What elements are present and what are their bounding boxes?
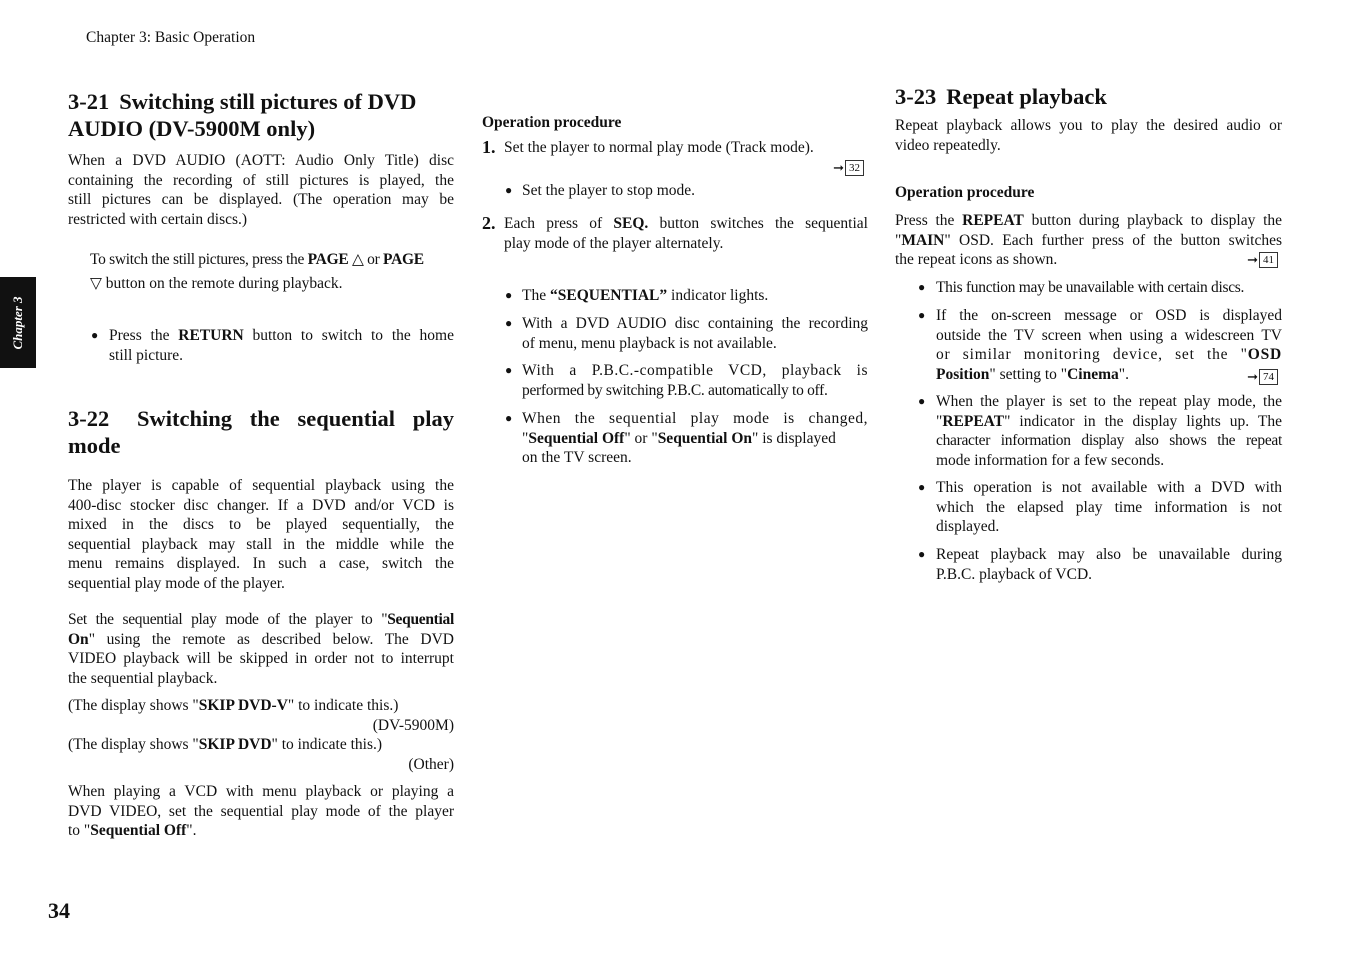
osd-name: MAIN <box>901 231 945 249</box>
operation-procedure-heading: Operation procedure <box>895 184 1035 201</box>
text-line: When a DVD AUDIO (AOTT: Audio Only Title) disc <box>68 152 454 169</box>
bullet-icon: ● <box>918 480 926 494</box>
text-span: Set the sequential play mode of the player to " <box>68 611 388 628</box>
page-button-label: PAGE <box>307 251 349 268</box>
bullet-icon: ● <box>505 363 513 377</box>
text-span: " <box>895 231 902 249</box>
text-line: still pictures can be displayed. (The operation may be <box>68 191 454 208</box>
display-message: SKIP DVD-V <box>198 697 288 714</box>
step-number: 2. <box>482 213 496 233</box>
text-line: containing the recording of still pictures is played, the <box>68 171 454 189</box>
display-notes <box>68 696 454 774</box>
setting-name: Position <box>936 365 990 383</box>
bullet-icon: ● <box>91 328 99 342</box>
text-line: With a P.B.C.-compatible VCD, playback is <box>522 362 868 379</box>
return-button-label: RETURN <box>178 327 244 344</box>
text-span: button during playback to display the <box>1023 212 1282 229</box>
text-line: on the TV screen. <box>522 449 632 466</box>
section-title: Repeat playback <box>946 84 1107 109</box>
text-line: This operation is not available with a DVD with <box>936 479 1282 496</box>
text-span: Press the <box>109 327 179 344</box>
text-span: " is displayed <box>752 429 836 447</box>
text-span: " indicator in the display lights up. The <box>1004 412 1282 430</box>
bullet-icon: ● <box>505 411 513 425</box>
bullet-icon: ● <box>918 547 926 561</box>
text-span: " OSD. Each further press of the button switches <box>944 231 1282 249</box>
still-picture-instruction <box>90 250 454 293</box>
text-span: button to switch to the home <box>243 327 454 344</box>
text-span: " or " <box>624 429 658 447</box>
page-number: 34 <box>48 898 70 923</box>
bullet-icon: ● <box>918 308 926 322</box>
section-3-21-intro <box>68 151 454 229</box>
text-line: play mode of the player alternately. <box>504 234 724 252</box>
text-span: " <box>522 429 529 447</box>
text-span: or <box>363 251 384 268</box>
section-3-23-title <box>895 83 1282 110</box>
text-span: button on the remote during playback. <box>101 274 343 292</box>
seq-button-label: SEQ. <box>613 215 649 232</box>
bullet-icon: ● <box>918 280 926 294</box>
chapter-side-tab <box>0 277 36 368</box>
text-span: " <box>936 412 943 430</box>
section-3-21-title <box>68 88 454 142</box>
repeat-button-label: REPEAT <box>962 212 1024 229</box>
text-line: sequential playback may stall in the middle while the <box>68 535 454 553</box>
setting-name: OSD <box>1247 346 1282 363</box>
book-page-icon: 41 <box>1259 252 1278 268</box>
text-line: When the sequential play mode is changed, <box>522 410 868 427</box>
bullet-icon: ● <box>918 394 926 408</box>
text-line: the repeat icons as shown. <box>895 251 1058 268</box>
section-number: 3-21 <box>68 89 110 114</box>
text-span: " setting to " <box>989 365 1068 383</box>
book-page-icon: 74 <box>1259 369 1278 385</box>
text-line: which the elapsed play time information is not <box>936 498 1282 516</box>
text-line: If the on-screen message or OSD is displayed <box>936 307 1282 324</box>
text-line: restricted with certain discs.) <box>68 210 248 228</box>
text-line: mode information for a few seconds. <box>936 451 1165 469</box>
page-reference <box>833 160 864 176</box>
section-3-22-title <box>68 405 454 459</box>
bullet-icon: ● <box>505 316 513 330</box>
display-message: Sequential Off <box>528 429 625 447</box>
text-span: (The display shows " <box>68 697 199 714</box>
section-3-22-intro <box>68 476 454 593</box>
text-line: menu remains displayed. In such a case, switch the <box>68 555 454 572</box>
section-title-line: AUDIO (DV-5900M only) <box>68 116 316 141</box>
text-line: character information display also shows the repeat <box>936 432 1282 449</box>
text-span: To switch the still pictures, press the <box>90 251 308 268</box>
model-note: (DV-5900M) <box>372 716 454 734</box>
display-message: SKIP DVD <box>198 736 272 753</box>
text-span: or similar monitoring device, set the " <box>936 346 1248 363</box>
text-span: to " <box>68 822 91 839</box>
display-message: Sequential On <box>657 429 753 447</box>
setting-value: Sequential Off <box>90 822 187 839</box>
step-number: 1. <box>482 137 496 157</box>
text-line: P.B.C. playback of VCD. <box>936 565 1093 583</box>
text-line: DVD VIDEO, set the sequential play mode of the player <box>68 802 454 820</box>
setting-value: On <box>68 630 89 648</box>
text-span: " to indicate this.) <box>271 736 383 753</box>
text-line: Set the player to stop mode. <box>522 182 696 199</box>
bullet-icon: ● <box>505 288 513 302</box>
operation-procedure-heading: Operation procedure <box>482 114 622 131</box>
text-line: When playing a VCD with menu playback or playing a <box>68 783 454 800</box>
section-number: 3-22 <box>68 406 110 431</box>
page-button-label: PAGE <box>383 251 424 268</box>
text-line: 400-disc stocker disc changer. If a DVD and/or VCD is <box>68 496 454 514</box>
repeat-procedure <box>895 211 1282 271</box>
step-text: Set the player to normal play mode (Track mode). <box>504 139 814 156</box>
text-span: button switches the sequential <box>648 215 868 232</box>
step-2 <box>482 213 868 258</box>
text-span: ". <box>186 822 197 839</box>
text-line: mixed in the discs to be played sequentially, the <box>68 516 454 533</box>
section-3-22-setting <box>68 610 454 688</box>
book-page-icon: 32 <box>845 160 864 176</box>
list-item <box>918 306 1282 386</box>
text-line: sequential play mode of the player. <box>68 574 285 592</box>
text-span: (The display shows " <box>68 736 199 753</box>
text-span: " using the remote as described below. The DVD <box>88 630 454 648</box>
section-title-line: Switching the sequential play <box>137 406 455 431</box>
text-line: When the player is set to the repeat play mode, the <box>936 393 1282 410</box>
chapter-side-tab-label: Chapter 3 <box>10 295 25 350</box>
triangle-down-icon: ▽ <box>90 274 102 292</box>
arrow-right-icon: ➞ <box>1247 369 1258 384</box>
text-line: displayed. <box>936 518 1000 535</box>
arrow-right-icon: ➞ <box>1247 252 1258 267</box>
setting-value: Sequential <box>387 611 454 628</box>
triangle-up-icon: △ <box>351 251 364 268</box>
text-line: This function may be unavailable with certain discs. <box>936 279 1245 296</box>
section-title-line: mode <box>68 433 121 458</box>
text-line: The player is capable of sequential playback using the <box>68 477 454 494</box>
text-span: The <box>522 287 550 304</box>
text-line: still picture. <box>109 346 184 364</box>
page-reference <box>1247 367 1278 387</box>
text-span: " to indicate this.) <box>287 697 399 714</box>
indicator-name: REPEAT <box>942 412 1005 430</box>
arrow-right-icon: ➞ <box>833 160 844 175</box>
text-span: ". <box>1118 365 1129 383</box>
bullet-icon: ● <box>505 183 513 197</box>
text-line: video repeatedly. <box>895 136 1001 154</box>
section-title-line: Switching still pictures of DVD <box>119 89 417 114</box>
text-span: Each press of <box>504 215 614 232</box>
page-reference <box>1247 252 1278 268</box>
text-line: VIDEO playback will be skipped in order not to interrupt <box>68 650 454 667</box>
text-line: Repeat playback may also be unavailable during <box>936 546 1282 563</box>
text-line: outside the TV screen when using a widescreen TV <box>936 326 1282 344</box>
text-span: indicator lights. <box>667 287 769 304</box>
text-line: the sequential playback. <box>68 669 218 687</box>
indicator-name: “SEQUENTIAL” <box>549 287 668 304</box>
text-line: With a DVD AUDIO disc containing the recording <box>522 315 868 332</box>
text-line: Repeat playback allows you to play the desired audio or <box>895 117 1282 134</box>
section-3-23-intro <box>895 116 1282 155</box>
section-number: 3-23 <box>895 84 937 109</box>
section-3-22-closing <box>68 782 454 841</box>
model-note: (Other) <box>408 755 454 773</box>
text-line: of menu, menu playback is not available. <box>522 334 777 352</box>
text-line: performed by switching P.B.C. automatically to off. <box>522 381 828 399</box>
running-header: Chapter 3: Basic Operation <box>86 29 256 46</box>
setting-value: Cinema <box>1067 365 1119 383</box>
text-span: Press the <box>895 212 963 229</box>
